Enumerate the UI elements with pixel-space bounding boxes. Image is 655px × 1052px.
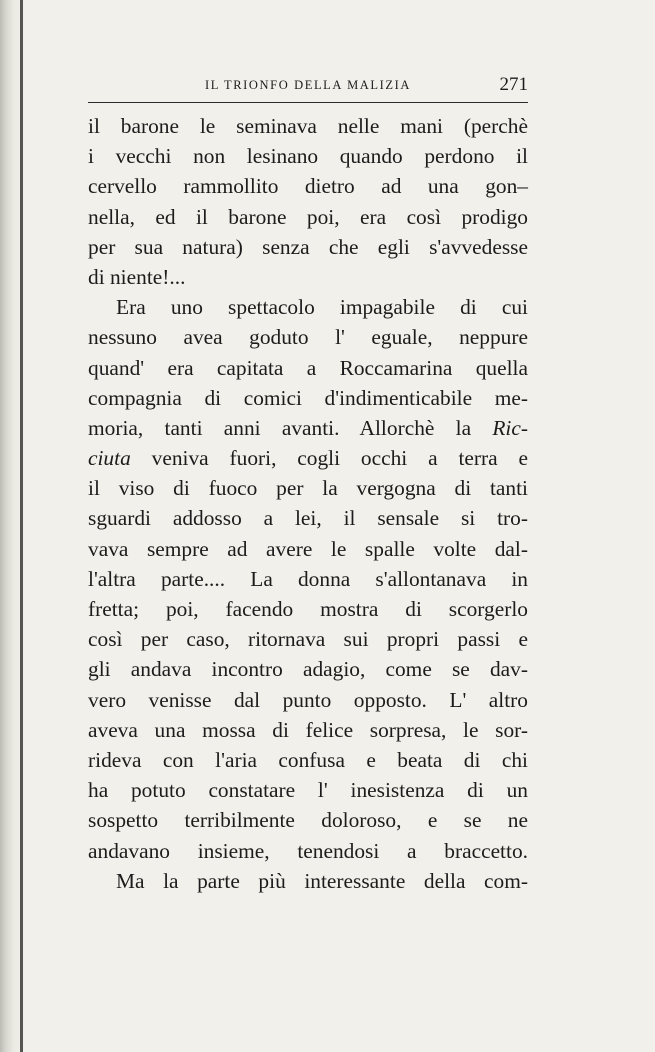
text-line	[88, 443, 528, 473]
line-text: nella, ed il barone poi, era così prodigo	[88, 204, 528, 229]
line-text: ha potuto constatare l' inesistenza di un	[88, 778, 528, 803]
line-text: Era uno spettacolo impagabile di cui	[116, 295, 528, 320]
text-line	[88, 715, 528, 745]
line-text: andavano insieme, tenendosi a braccetto.	[88, 838, 528, 863]
line-text: l'altra parte.... La donna s'allontanava in	[88, 566, 528, 591]
text-line	[88, 805, 528, 835]
text-line	[88, 534, 528, 564]
text-line	[88, 866, 528, 896]
text-line	[88, 171, 528, 201]
text-line	[88, 413, 528, 443]
text-line	[88, 322, 528, 352]
text-line	[88, 745, 528, 775]
text-line	[88, 202, 528, 232]
line-text: veniva fuori, cogli occhi a terra e	[151, 446, 528, 471]
italic-name: ciuta	[88, 446, 131, 471]
line-text: vava sempre ad avere le spalle volte dal-	[88, 536, 528, 561]
line-text: nessuno avea goduto l' eguale, neppure	[88, 325, 528, 350]
header-rule	[88, 102, 528, 103]
text-line	[88, 654, 528, 684]
running-head	[88, 74, 528, 98]
line-text: il viso di fuoco per la vergogna di tanti	[88, 476, 528, 501]
line-text: gli andava incontro adagio, come se dav-	[88, 657, 528, 682]
line-text: moria, tanti anni avanti. Allorchè la	[88, 415, 472, 440]
text-line	[88, 503, 528, 533]
line-text: sospetto terribilmente doloroso, e se ne	[88, 808, 528, 833]
text-line	[88, 594, 528, 624]
text-line	[88, 232, 528, 262]
text-line	[88, 141, 528, 171]
line-text: sguardi addosso a lei, il sensale si tro-	[88, 506, 528, 531]
line-text: cervello rammollito dietro ad una gon–	[88, 174, 528, 199]
binding-edge-line	[20, 0, 23, 1052]
page-number: 271	[499, 74, 528, 95]
text-line	[88, 473, 528, 503]
line-text: fretta; poi, facendo mostra di scorgerlo	[88, 597, 528, 621]
text-line	[88, 775, 528, 805]
text-line	[88, 564, 528, 594]
text-line	[88, 836, 528, 866]
body-text	[88, 111, 528, 896]
line-text: compagnia di comici d'indimenticabile me-	[88, 385, 528, 410]
line-text: così per caso, ritornava sui propri passi e	[88, 627, 528, 652]
italic-name: Ric-	[492, 415, 528, 440]
text-line	[88, 262, 528, 292]
text-line	[88, 292, 528, 322]
text-line	[88, 111, 528, 141]
text-line	[88, 383, 528, 413]
line-text: per sua natura) senza che egli s'avvedesse	[88, 234, 528, 259]
running-title: IL TRIONFO DELLA MALIZIA	[204, 78, 412, 92]
line-text: aveva una mossa di felice sorpresa, le sor-	[88, 717, 528, 742]
text-line	[88, 353, 528, 383]
line-text: di niente!...	[88, 264, 186, 289]
line-text: vero venisse dal punto opposto. L' altro	[88, 687, 528, 712]
line-text: rideva con l'aria confusa e beata di chi	[88, 747, 528, 772]
line-text: Ma la parte più interessante della com-	[116, 868, 528, 893]
text-line	[88, 624, 528, 654]
line-text: il barone le seminava nelle mani (perchè	[88, 114, 528, 138]
line-text: quand' era capitata a Roccamarina quella	[88, 355, 528, 380]
text-line	[88, 685, 528, 715]
line-text: i vecchi non lesinano quando perdono il	[88, 144, 528, 169]
